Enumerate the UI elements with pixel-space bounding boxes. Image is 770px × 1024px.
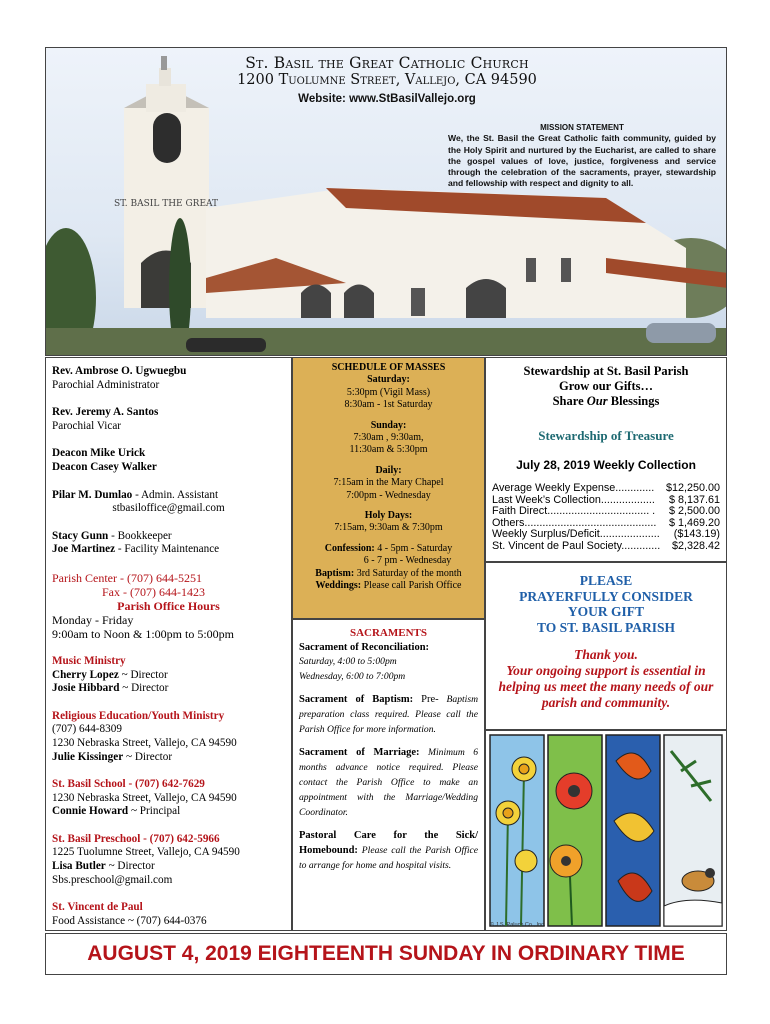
saturday-2: 8:30am - 1st Saturday (344, 399, 433, 411)
collection-row (492, 506, 720, 518)
stewardship-title-3 (492, 394, 720, 409)
deacon-1: Deacon Mike Urick (52, 447, 146, 460)
mission-heading: MISSION STATEMENT (540, 123, 624, 132)
daisy-panel (548, 735, 602, 926)
parish-center-label: Parish Center (52, 570, 117, 585)
daily-2: 7:00pm - Wednesday (346, 489, 431, 501)
collection-value: ($143.19) (673, 529, 720, 541)
reconciliation-1: Saturday, 4:00 to 5:00pm (299, 656, 397, 667)
baptism-text: 3rd Saturday of the month (354, 567, 462, 579)
daffodil-panel (490, 735, 544, 926)
bookkeeper-line (52, 530, 285, 544)
baptism-sacrament-text: Baptism preparation class required. Please call the Parish Office for more information. (299, 694, 478, 735)
mass-schedule-title: SCHEDULE OF MASSES (331, 362, 446, 373)
saturday-label: Saturday: (367, 374, 410, 386)
vicar-name: Rev. Jeremy A. Santos (52, 406, 159, 419)
marriage-label: Sacrament of Marriage: (299, 747, 420, 758)
stewardship-title-2: Grow our Gifts… (559, 379, 653, 393)
stewardship-title-1: Stewardship at St. Basil Parish (523, 364, 689, 378)
daily-label: Daily: (375, 464, 402, 476)
school-principal-role: ~ Principal (128, 805, 181, 818)
marriage-sacrament (299, 745, 478, 820)
collection-title: July 28, 2019 Weekly Collection (516, 458, 696, 472)
confession-1: 4 - 5pm - Saturday (374, 542, 453, 554)
collection-label: Weekly Surplus/Deficit.................... (492, 529, 660, 541)
appeal-line-4: TO ST. BASIL PARISH (536, 619, 676, 635)
preschool-title: St. Basil Preschool - (707) 642-5966 (52, 832, 220, 845)
stewardship-subtitle: Stewardship of Treasure (538, 428, 674, 443)
sunday-label: Sunday: (370, 419, 407, 431)
weddings-label: Weddings: (315, 580, 362, 592)
religious-ed-director-name: Julie Kissinger (52, 750, 124, 763)
art-credit: © J.S. Paluch Co., Inc. (490, 922, 546, 928)
sunday-1: 7:30am , 9:30am, (353, 432, 424, 444)
religious-ed-phone: (707) 644-8309 (52, 723, 122, 736)
office-hours-time: 9:00am to Noon & 1:00pm to 5:00pm (52, 626, 234, 641)
svdp-title: St. Vincent de Paul (52, 901, 143, 914)
appeal-section (485, 562, 727, 730)
winter-bird-panel (664, 735, 722, 926)
confession-label: Confession: (324, 542, 375, 554)
music-director-2-name: Josie Hibbard (52, 682, 120, 695)
reconciliation-2: Wednesday, 6:00 to 7:00pm (299, 671, 406, 682)
collection-value: $ 8,137.61 (668, 494, 720, 506)
religious-ed-director (52, 751, 285, 765)
mission-text: We, the St. Basil the Great Catholic faith community, guided by the Holy Spirit and nurtured by the Eucharist, are called to share the gospel values of love, justice, forgiveness and service through the celebration of the sacraments, prayer, stewardship and fellowship with respect and dignity to all. (448, 133, 716, 189)
collection-value: $2,328.42 (671, 540, 720, 552)
collection-label: St. Vincent de Paul Society............. (492, 540, 661, 552)
religious-ed-title: Religious Education/Youth Ministry (52, 709, 225, 722)
office-hours-days: Monday - Friday (52, 612, 134, 627)
appeal-line-3: YOUR GIFT (567, 604, 645, 619)
daily-1: 7:15am in the Mary Chapel (333, 477, 444, 489)
stewardship-title-3a: Share (552, 394, 587, 408)
appeal-line-1: PLEASE (579, 573, 633, 588)
school-principal-name: Connie Howard (52, 805, 129, 818)
thanks-line-1: Thank you. (574, 647, 638, 662)
thanks-line-2: Your ongoing support is essential in helping us meet the many needs of our parish and community. (498, 663, 714, 710)
collection-label: Last Week’s Collection.................. (492, 494, 655, 506)
preschool-director-role: ~ Director (105, 860, 155, 873)
preschool-director-name: Lisa Butler (52, 860, 106, 873)
preschool-email[interactable]: Sbs.preschool@gmail.com (52, 873, 173, 886)
music-director-2 (52, 682, 285, 696)
collection-value: $12,250.00 (665, 483, 720, 494)
preschool-director (52, 860, 285, 874)
school-address: 1230 Nebraska Street, Vallejo, CA 94590 (52, 791, 237, 804)
collection-label: Others............................................ (492, 517, 657, 529)
admin-line (52, 489, 285, 503)
facility-title: - Facility Maintenance (115, 543, 220, 556)
church-address: 1200 Tuolumne Street, Vallejo, CA 94590 (237, 72, 537, 88)
bookkeeper-title: - Bookkeeper (108, 529, 172, 542)
sick-care (299, 828, 478, 873)
stewardship-title-3c: Blessings (607, 394, 660, 408)
vicar-title: Parochial Vicar (52, 419, 122, 432)
music-director-1-role: ~ Director (118, 668, 168, 681)
confession-line (296, 543, 481, 555)
admin-email[interactable]: stbasiloffice@gmail.com (112, 502, 225, 515)
collection-table (492, 483, 720, 553)
weddings-line (296, 580, 481, 592)
collection-row (492, 541, 720, 553)
sick-care-label: Pastoral Care for the Sick/ Homebound: (299, 830, 478, 856)
baptism-sacrament (299, 692, 478, 737)
weddings-text: Please call Parish Office (361, 580, 462, 592)
baptism-line (296, 568, 481, 580)
preschool-address: 1225 Tuolumne Street, Vallejo, CA 94590 (52, 846, 240, 859)
collection-row (492, 495, 720, 507)
church-website[interactable]: Website: www.StBasilVallejo.org (298, 93, 476, 105)
flower-panels-art (486, 731, 726, 930)
sunday-banner: AUGUST 4, 2019 EIGHTEENTH SUNDAY IN ORDINARY TIME (45, 933, 727, 975)
parish-center-phone: - (707) 644-5251 (117, 570, 202, 585)
collection-label: Faith Direct.................................. . (492, 506, 656, 518)
pastor-name: Rev. Ambrose O. Ugwuegbu (52, 365, 187, 377)
holy-days-label: Holy Days: (364, 510, 413, 522)
collection-row (492, 518, 720, 530)
baptism-label: Baptism: (315, 567, 355, 579)
collection-value: $ 1,469.20 (668, 517, 720, 529)
parish-center-line (52, 571, 285, 585)
church-photo-header (45, 47, 727, 356)
church-title: St. Basil the Great Catholic Church (245, 54, 529, 72)
baptism-sacrament-pre: Pre- (413, 694, 439, 705)
music-director-1 (52, 669, 285, 683)
parish-fax: Fax - (707) 644-1423 (102, 584, 205, 599)
building-sign: ST. BASIL THE GREAT (113, 199, 219, 209)
reconciliation-label: Sacrament of Reconciliation: (299, 642, 430, 653)
admin-name: Pilar M. Dumlao (52, 488, 133, 501)
sick-care-text: Please call the Parish Office to arrange for home and hospital visits. (299, 845, 478, 871)
facility-line (52, 543, 285, 557)
school-title: St. Basil School - (707) 642-7629 (52, 778, 205, 791)
leaves-panel (606, 735, 660, 926)
collection-row (492, 529, 720, 541)
pastor-title: Parochial Administrator (52, 378, 160, 391)
saturday-1: 5:30pm (Vigil Mass) (346, 386, 431, 398)
admin-title: - Admin. Assistant (132, 488, 219, 501)
music-ministry-title: Music Ministry (52, 654, 126, 667)
confession-2: 6 - 7 pm - Wednesday (363, 555, 452, 567)
mission-statement (448, 122, 716, 190)
sunday-2: 11:30am & 5:30pm (349, 444, 428, 456)
stewardship-title-3b: Our (586, 394, 608, 408)
baptism-sacrament-label: Sacrament of Baptism: (299, 694, 414, 705)
staff-directory (45, 357, 292, 931)
mass-schedule (292, 357, 485, 619)
religious-ed-director-role: ~ Director (123, 750, 173, 763)
seasonal-artwork (485, 730, 727, 931)
deacon-2: Deacon Casey Walker (52, 460, 157, 473)
collection-value: $ 2,500.00 (668, 506, 720, 518)
music-director-2-role: ~ Director (119, 682, 169, 695)
facility-name: Joe Martinez (52, 543, 116, 556)
sacraments-section (292, 619, 485, 931)
appeal-line-2: PRAYERFULLY CONSIDER (519, 588, 693, 604)
marriage-text: Minimum 6 months advance notice required. Please contact the Parish Office to make an appointment with the Marriage/Wedding Coordinator. (299, 747, 478, 818)
religious-ed-address: 1230 Nebraska Street, Vallejo, CA 94590 (52, 736, 237, 749)
sacraments-title: SACRAMENTS (349, 627, 427, 639)
music-director-1-name: Cherry Lopez (52, 668, 119, 681)
school-principal (52, 805, 285, 819)
svdp-line: Food Assistance ~ (707) 644-0376 (52, 914, 207, 927)
stewardship-section (485, 357, 727, 562)
collection-row (492, 483, 720, 495)
collection-label: Average Weekly Expense............. (492, 483, 655, 494)
office-hours-title: Parish Office Hours (117, 598, 220, 613)
bookkeeper-name: Stacy Gunn (52, 529, 109, 542)
holy-days-1: 7:15am, 9:30am & 7:30pm (334, 522, 443, 534)
